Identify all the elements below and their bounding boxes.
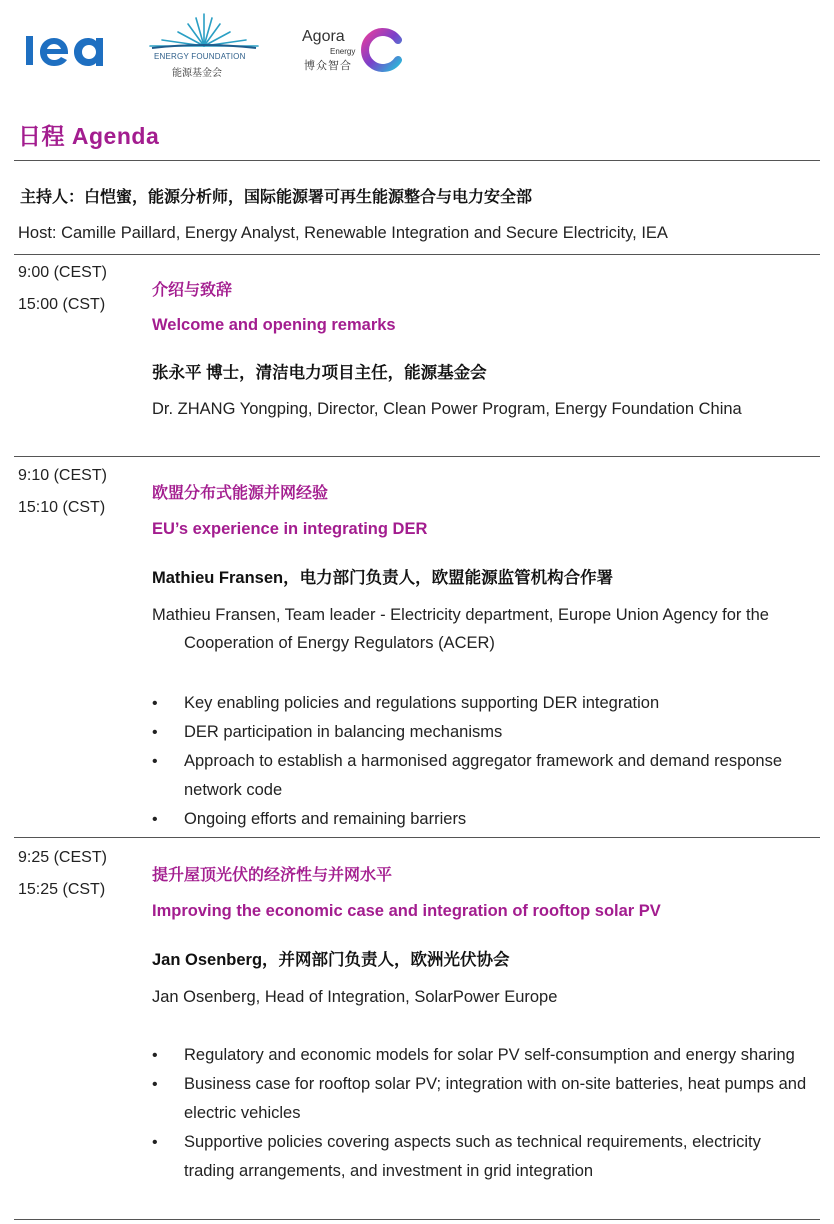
- time-cst: 15:00 (CST): [18, 296, 106, 313]
- session-title-en: Welcome and opening remarks: [152, 316, 396, 334]
- time-cest: 9:25 (CEST): [18, 849, 107, 866]
- speaker-en: Dr. ZHANG Yongping, Director, Clean Power Program, Energy Foundation China: [152, 400, 742, 418]
- list-item: • Key enabling policies and regulations supporting DER integration: [152, 689, 812, 718]
- speaker-en: Jan Osenberg, Head of Integration, SolarPower Europe: [152, 988, 558, 1006]
- session-title-cn: 欧盟分布式能源并网经验: [152, 485, 329, 502]
- time-cest: 9:10 (CEST): [18, 467, 107, 484]
- divider: [14, 160, 820, 161]
- starburst-icon: [148, 12, 260, 52]
- list-item: • DER participation in balancing mechanisms: [152, 718, 812, 747]
- topic-list: [152, 1041, 812, 1186]
- energy-foundation-logo: [148, 12, 260, 80]
- ef-name-cn: 能源基金会: [172, 68, 222, 79]
- time-cst: 15:10 (CST): [18, 499, 106, 516]
- agora-word: Agora: [302, 28, 345, 45]
- speaker-cn: 张永平 博士，清洁电力项目主任，能源基金会: [152, 364, 487, 382]
- host-en: Host: Camille Paillard, Energy Analyst, Renewable Integration and Secure Electricity, IEA: [18, 224, 668, 242]
- session-time: [18, 842, 107, 906]
- list-item: • Regulatory and economic models for solar PV self-consumption and energy sharing: [152, 1041, 812, 1070]
- session-title-en: EU’s experience in integrating DER: [152, 520, 428, 538]
- speaker-en: Mathieu Fransen, Team leader - Electricity department, Europe Union Agency for the Cooperation of Energy Regulators (ACER): [152, 606, 769, 652]
- agora-energy-logo: [302, 24, 412, 74]
- divider: [14, 837, 820, 838]
- agora-energy-label: Energy: [330, 47, 356, 56]
- session-time: [18, 257, 107, 321]
- time-cst: 15:25 (CST): [18, 881, 106, 898]
- agora-ring-icon: [358, 26, 406, 74]
- agora-name-cn: 博众智合: [304, 60, 352, 72]
- session-title-cn: 提升屋顶光伏的经济性与并网水平: [152, 867, 393, 884]
- page-title: 日程 Agenda: [18, 123, 160, 149]
- session-title-cn: 介绍与致辞: [152, 282, 233, 299]
- divider: [14, 1219, 820, 1220]
- topic-list: [152, 689, 812, 834]
- divider: [14, 254, 820, 255]
- divider: [14, 456, 820, 457]
- host-cn: 主持人：白恺蜜，能源分析师，国际能源署可再生能源整合与电力安全部: [20, 189, 533, 206]
- list-item: • Approach to establish a harmonised aggregator framework and demand response network code: [152, 747, 812, 805]
- speaker-cn: Jan Osenberg，并网部门负责人，欧洲光伏协会: [152, 951, 510, 969]
- ef-name-en: ENERGY FOUNDATION: [154, 52, 246, 61]
- speaker-cn: Mathieu Fransen，电力部门负责人，欧盟能源监管机构合作署: [152, 569, 614, 587]
- time-cest: 9:00 (CEST): [18, 264, 107, 281]
- list-item: • Business case for rooftop solar PV; integration with on-site batteries, heat pumps and electric vehicles: [152, 1070, 812, 1128]
- session-time: [18, 460, 107, 524]
- list-item: • Supportive policies covering aspects such as technical requirements, electricity trading arrangements, and investment in grid integration: [152, 1128, 812, 1186]
- session-title-en: Improving the economic case and integration of rooftop solar PV: [152, 902, 661, 920]
- iea-logo: [24, 32, 116, 68]
- list-item: • Ongoing efforts and remaining barriers: [152, 805, 812, 834]
